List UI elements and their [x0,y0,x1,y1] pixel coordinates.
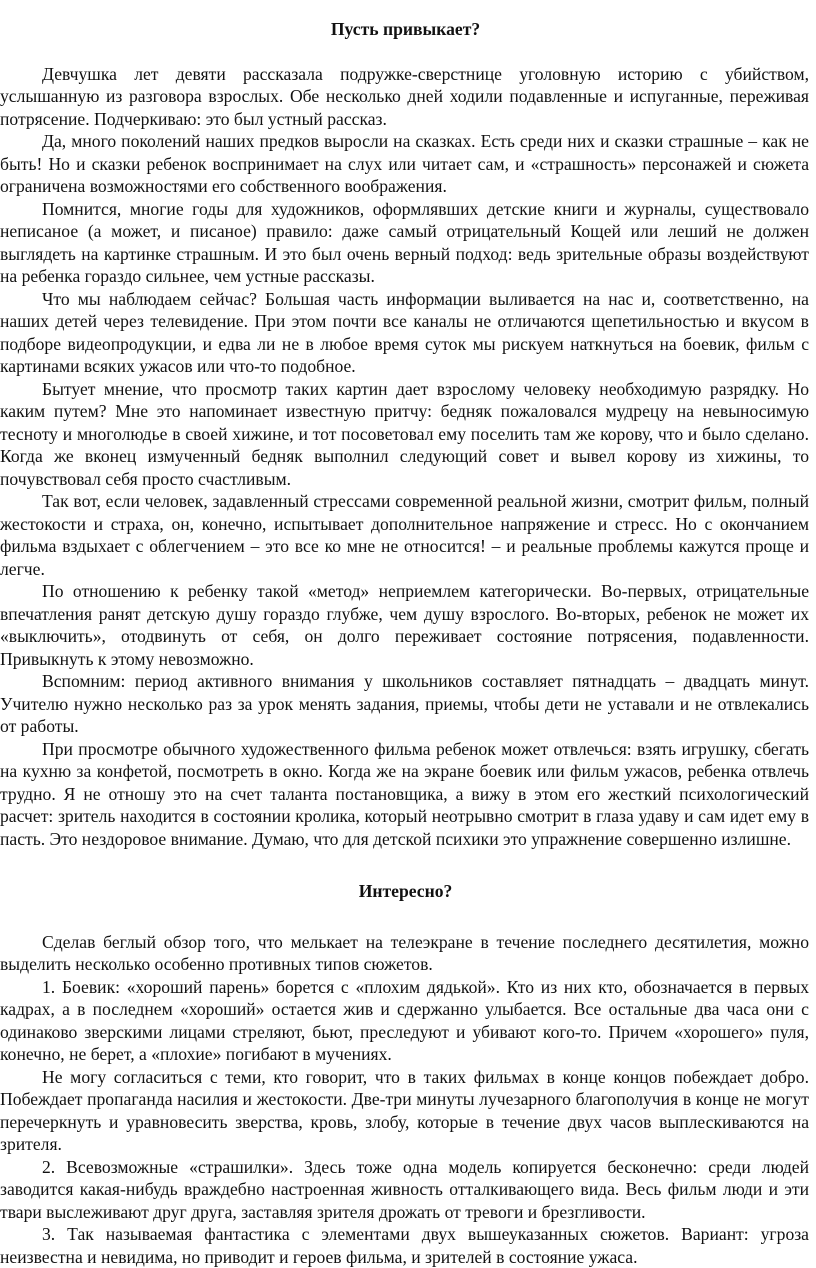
paragraph: Сделав беглый обзор того, что мелькает на телеэкране в течение последнего десятилетия, можно выделить несколько особенно противных типов сюжетов. [0,931,809,974]
paragraph: 2. Всевозможные «страшилки». Здесь тоже одна модель копируется бесконечно: среди людей заводится какая-нибудь враждебно настроенная живность отталкивающего вида. Весь фильм люди и эти твари выслеживают друг друга, заставляя зрителя дрожать от тревоги и брезгливости. [0,1156,809,1222]
paragraph: 1. Боевик: «хороший парень» борется с «плохим дядькой». Кто из них кто, обозначается в первых кадрах, а в последнем «хороший» остается жив и сдержанно улыбается. Все остальные два часа они с одинаково зверскими лицами стреляют, бьют, преследуют и убивают кого-то. Причем «хорошего» пуля, конечно, не берет, а «плохие» погибают в мучениях. [0,976,809,1064]
section-title-1: Пусть привыкает? [330,19,481,39]
section-title-2: Интересно? [358,881,453,901]
paragraph: Что мы наблюдаем сейчас? Большая часть информации выливается на нас и, соответственно, на наших детей через телевидение. При этом почти все каналы не отличаются щепетильностью и вкусом в подборе видеопродукции, и едва ли не в любое время суток мы рискуем наткнуться на боевик, фильм с картинами всяких ужасов или что-то подобное. [0,288,809,376]
paragraph: При просмотре обычного художественного фильма ребенок может отвлечься: взять игрушку, сбегать на кухню за конфетой, посмотреть в окно. Когда же на экране боевик или фильм ужасов, ребенка отвлечь трудно. Я не отношу это на счет таланта постановщика, а вижу в этом его жесткий психологический расчет: зритель находится в состоянии кролика, который неотрывно смотрит в глаза удаву и сам идет ему в пасть. Это нездоровое внимание. Думаю, что для детской психики это упражнение совершенно излишне. [0,738,809,849]
paragraph: Девчушка лет девяти рассказала подружке-сверстнице уголовную историю с убийством, услышанную из разговора взрослых. Обе несколько дней ходили подавленные и испуганные, переживая потрясение. Подчеркиваю: это был устный рассказ. [0,63,809,129]
paragraph: Так вот, если человек, задавленный стрессами современной реальной жизни, смотрит фильм, полный жестокости и страха, он, конечно, испытывает дополнительное напряжение и стресс. Но с окончанием фильма вздыхает с облегчением – это все ко мне не относится! – и реальные проблемы кажутся проще и легче. [0,491,809,579]
paragraph: 3. Так называемая фантастика с элементами двух вышеуказанных сюжетов. Вариант: угроза неизвестна и невидима, но приводит и героев фильма, и зрителей в состояние ужаса. [0,1224,809,1267]
paragraph: Не могу согласиться с теми, кто говорит, что в таких фильмах в конце концов побеждает добро. Побеждает пропаганда насилия и жестокости. Две-три минуты лучезарного благополучия в конце не могут перечеркнуть и уравновесить зверства, кровь, злобу, которые в течение двух часов выплескиваются на зрителя. [0,1066,809,1154]
paragraph: Вспомним: период активного внимания у школьников составляет пятнадцать – двадцать минут. Учителю нужно несколько раз за урок менять задания, приемы, чтобы дети не уставали и не отвлекались от работы. [0,671,809,736]
paragraph: Помнится, многие годы для художников, оформлявших детские книги и журналы, существовало неписаное (а может, и писаное) правило: даже самый отрицательный Кощей или леший не должен выглядеть на картинке страшным. И это был очень верный подход: ведь зрительные образы воздействуют на ребенка гораздо сильнее, чем устные рассказы. [0,198,809,286]
paragraph: По отношению к ребенку такой «метод» неприемлем категорически. Во-первых, отрицательные впечатления ранят детскую душу гораздо глубже, чем душу взрослого. Во-вторых, ребенок не может их «выключить», отодвинуть от себя, он долго переживает состояние потрясения, подавленности. Привыкнуть к этому невозможно. [0,581,809,669]
paragraph: Бытует мнение, что просмотр таких картин дает взрослому человеку необходимую разрядку. Но каким путем? Мне это напоминает известную притчу: бедняк пожаловался мудрецу на невыносимую тесноту и многолюдье в своей хижине, и тот посоветовал ему поселить там же корову, что и было сделано. Когда же вконец измученный бедняк выполнил следующий совет и вывел корову из хижины, то почувствовал себя просто счастливым. [0,378,809,489]
paragraph: Да, много поколений наших предков выросли на сказках. Есть среди них и сказки страшные – как не быть! Но и сказки ребенок воспринимает на слух или читает сам, и «страшность» персонажей и сюжета ограничена возможностями его собственного воображения. [0,131,809,196]
